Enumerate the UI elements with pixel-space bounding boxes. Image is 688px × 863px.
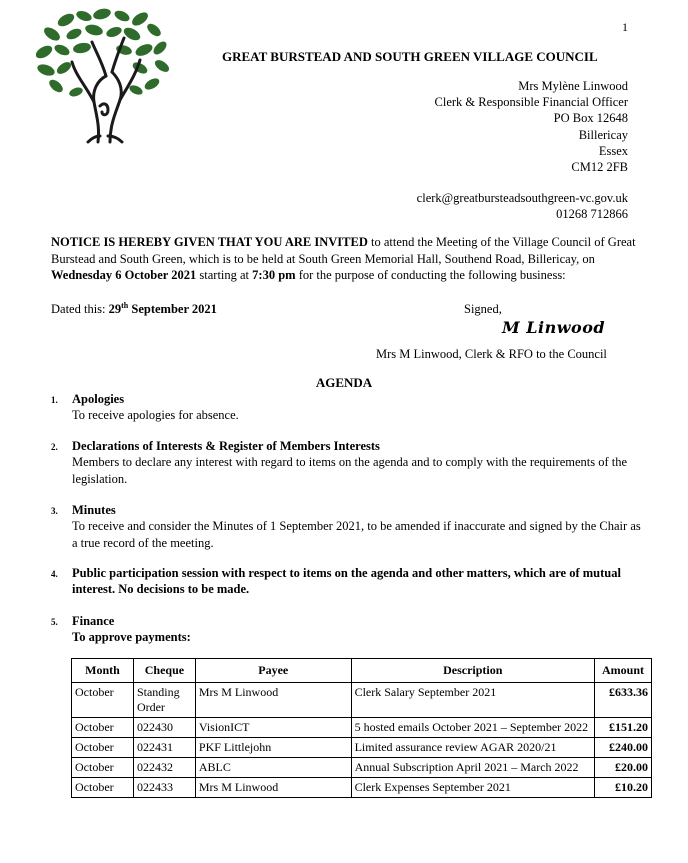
notice-text: for the purpose of conducting the following business: [295, 268, 566, 282]
cell-amount: £151.20 [594, 718, 651, 738]
cell-description: Clerk Expenses September 2021 [351, 778, 594, 798]
item-title: Public participation session with respect to items on the agenda and other matters, which are of mutual interest. No decisions to be made. [72, 566, 621, 597]
cell-amount: £240.00 [594, 738, 651, 758]
signature: M Linwood [502, 318, 606, 337]
notice-text: to attend the Meeting of the Village Council of Great Burstead and South Green, which is to be held at South Green Memorial Hall, Southend Road, Billericay, on [51, 235, 636, 266]
address-line: Essex [598, 143, 628, 158]
item-title: Apologies [72, 392, 125, 406]
cell-cheque: Standing Order [133, 683, 195, 718]
item-body: To receive and consider the Minutes of 1 September 2021, to be amended if inaccurate and signed by the Chair as a true record of the meeting. [72, 519, 641, 550]
meeting-date: Wednesday 6 October 2021 [51, 268, 197, 282]
table-row [72, 683, 652, 718]
tree-logo-icon [36, 6, 171, 146]
address-line: Mrs Mylène Linwood [518, 79, 628, 93]
cell-payee: ABLC [195, 758, 351, 778]
cell-month: October [72, 683, 134, 718]
table-row [72, 738, 652, 758]
cell-amount: £20.00 [594, 758, 651, 778]
cell-month: October [72, 738, 134, 758]
phone-number: 01268 712866 [556, 207, 628, 222]
cell-cheque: 022430 [133, 718, 195, 738]
meeting-time: 7:30 pm [252, 268, 296, 282]
column-header: Month [72, 659, 134, 683]
item-subtitle: To approve payments: [72, 630, 191, 645]
agenda-heading: AGENDA [315, 375, 373, 390]
address-line: Billericay [578, 127, 628, 142]
cell-cheque: 022432 [133, 758, 195, 778]
column-header: Amount [594, 659, 651, 683]
contact-details [417, 190, 628, 222]
item-number: 5. [51, 617, 58, 627]
column-header: Description [351, 659, 594, 683]
item-number: 1. [51, 395, 58, 405]
item-body: Members to declare any interest with regard to items on the agenda and to comply with the requirements of the legislation. [72, 455, 628, 486]
cell-month: October [72, 758, 134, 778]
cell-amount: £10.20 [594, 778, 651, 798]
agenda-item [51, 613, 641, 646]
page-number: 1 [622, 20, 628, 34]
council-title: GREAT BURSTEAD AND SOUTH GREEN VILLAGE COUNCIL [222, 49, 598, 64]
column-header: Cheque [133, 659, 195, 683]
cell-description: Clerk Salary September 2021 [351, 683, 594, 718]
clerk-address [435, 78, 628, 175]
notice-text: starting at [196, 268, 253, 282]
agenda-item [51, 502, 641, 551]
cell-description: 5 hosted emails October 2021 – September 2022 [351, 718, 594, 738]
meeting-notice [51, 234, 641, 284]
item-title: Finance [72, 614, 115, 628]
signer-name: Mrs M Linwood, Clerk & RFO to the Council [376, 347, 607, 361]
dated-value: 29th September 2021 [108, 300, 217, 316]
cell-payee: Mrs M Linwood [195, 683, 351, 718]
agenda-item [51, 438, 641, 487]
table-row [72, 758, 652, 778]
item-number: 3. [51, 506, 58, 516]
dated-line [51, 302, 217, 317]
agenda-item [51, 565, 641, 598]
notice-lead: NOTICE IS HEREBY GIVEN THAT YOU ARE INVITED [51, 235, 368, 249]
cell-month: October [72, 778, 134, 798]
address-line: PO Box 12648 [553, 111, 628, 126]
payments-table [71, 658, 652, 798]
dated-label: Dated this: [51, 302, 109, 316]
agenda-item [51, 391, 641, 424]
cell-payee: Mrs M Linwood [195, 778, 351, 798]
cell-description: Limited assurance review AGAR 2020/21 [351, 738, 594, 758]
cell-payee: VisionICT [195, 718, 351, 738]
address-line: CM12 2FB [571, 160, 628, 175]
item-number: 2. [51, 442, 58, 452]
column-header: Payee [195, 659, 351, 683]
table-row [72, 778, 652, 798]
cell-description: Annual Subscription April 2021 – March 2022 [351, 758, 594, 778]
address-line: Clerk & Responsible Financial Officer [434, 95, 628, 110]
table-row [72, 718, 652, 738]
table-header-row [72, 659, 652, 683]
email-link[interactable]: clerk@greatbursteadsouthgreen-vc.gov.uk [416, 191, 628, 205]
cell-payee: PKF Littlejohn [195, 738, 351, 758]
item-title: Declarations of Interests & Register of Members Interests [72, 439, 380, 453]
item-number: 4. [51, 569, 58, 579]
item-body: To receive apologies for absence. [72, 408, 239, 423]
cell-month: October [72, 718, 134, 738]
cell-cheque: 022433 [133, 778, 195, 798]
signed-label: Signed, [464, 302, 502, 316]
cell-cheque: 022431 [133, 738, 195, 758]
cell-amount: £633.36 [594, 683, 651, 718]
item-title: Minutes [72, 503, 116, 517]
